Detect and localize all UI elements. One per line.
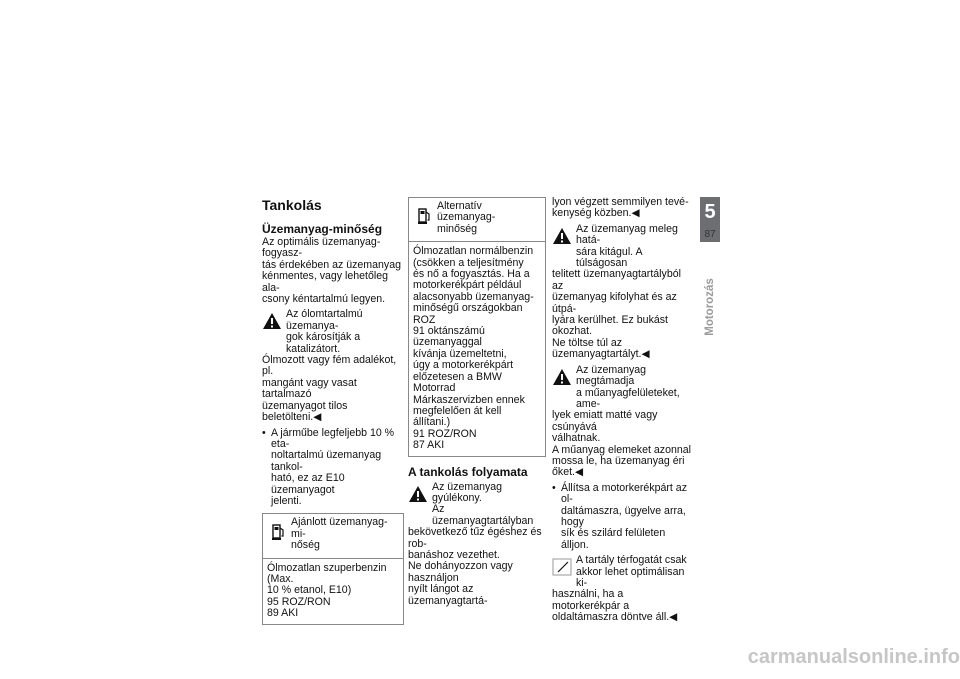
box-body [409,242,545,455]
warning-triangle-icon [408,485,428,503]
box-line: 91 ROZ/RON [413,427,477,440]
fuel-pump-icon [271,522,285,542]
box-line: alacsonyabb üzemanyag- [413,290,534,303]
box-line: motorkerékpárt például [413,279,522,292]
chapter-number: 5 [704,201,716,223]
warning-line: Az üzemanyag gyúlékony. [432,480,503,504]
note-line: A tartály térfogatát csak [576,554,687,567]
intro-line: kénmentes, vagy lehetőleg ala- [262,270,389,294]
box-line: kívánja üzemeltetni, [413,347,507,360]
bullet-line: noltartalmú üzemanyag tankol- [271,449,382,473]
chapter-title-text: Motorozás [704,278,716,336]
warning-triangle-icon [552,227,572,245]
intro-paragraph [262,237,404,305]
warning-flammable [408,482,546,607]
box-header [263,514,403,558]
warning-line: üzemanyagot tilos beletölteni.◀ [262,399,348,424]
warning-triangle-icon [262,312,282,330]
warning-line: Ne töltse túl az [552,336,623,349]
alternative-fuel-box [408,197,546,457]
chapter-side-title [688,272,732,342]
box-line: Márkaszervizben ennek [413,393,525,406]
box-line: 91 oktánszámú üzemanyaggal [413,325,485,349]
box-line: 95 ROZ/RON [267,595,331,608]
warning-line: banáshoz vezethet. [408,548,500,561]
box-line: előzetesen a BMW Motorrad [413,370,502,395]
warning-line: mangánt vagy vasat tartalmazó [262,376,357,401]
box-line: megfelelően át kell állítani.) [413,404,502,429]
warning-expansion [552,224,692,361]
continued-line: kenység közben.◀ [552,207,640,220]
bullet-line: A járműbe legfeljebb 10 % eta- [271,426,395,450]
bullet-line: ható, ez az E10 üzemanyagot [271,472,345,496]
warning-line: sára kitágul. A túlságosan [576,245,642,270]
column-1 [262,197,404,625]
warning-line: a műanyagfelületeket, ame- [576,386,680,410]
box-line: (csökken a teljesítmény [413,256,524,269]
info-note-tank [552,555,692,623]
box-header-line: nőség [291,539,320,552]
warning-line: lyek emiatt matté vagy csúnyává [552,409,658,433]
warning-line: Ólmozott vagy fém adalékot, pl. [262,354,397,378]
box-header [409,198,545,242]
box-body [263,559,403,624]
warning-line: gok károsítják a katalizátort. [286,331,361,355]
box-header-line: Alternatív üzemanyag- [437,200,496,224]
bullet-line: Állítsa a motorkerékpárt az ol- [561,481,687,506]
recommended-fuel-box [262,513,404,624]
bullet-side-stand [552,483,692,551]
box-line: 89 AKI [267,607,299,620]
box-line: 87 AKI [413,439,445,452]
box-line: úgy a motorkerékpárt [413,359,514,372]
warning-triangle-icon [552,368,572,386]
bullet-line: sík és szilárd felületen álljon. [561,527,666,551]
warning-line: válhatnak. [552,432,601,445]
intro-line: tás érdekében az üzemanyag [262,258,401,271]
warning-line: A műanyag elemeket azonnal [552,443,691,456]
box-line: Ólmozatlan szuperbenzin (Max. [267,561,387,585]
bullet-line: daltámaszra, ügyelve arra, hogy [561,504,686,528]
box-line: Ólmozatlan normálbenzin [413,245,534,258]
box-line: 10 % etanol, E10) [267,584,352,597]
warning-line: Az üzemanyag meleg hatá- [576,222,678,247]
note-corner-icon [552,558,572,576]
box-header-line: minőség [437,222,478,235]
fuel-pump-icon [417,206,431,226]
warning-line: bekövetkező tűz égéshez és rob- [408,526,542,550]
intro-line: csony kéntartalmú legyen. [262,293,386,306]
note-line: oldaltámaszra döntve áll.◀ [552,611,678,624]
warning-line: mossa le, ha üzemanyag éri [552,454,685,467]
box-header-line: Ajánlott üzemanyag-mi- [291,516,388,540]
section-title-fuel-quality: Üzemanyag-minőség [262,222,383,236]
column-2 [408,197,546,607]
warning-line: Az ólomtartalmú üzemanya- [286,308,363,332]
bullet-line: jelenti. [271,494,302,507]
warning-line: telitett üzemanyagtartályból az [552,268,681,292]
warning-line: nyílt lángot az üzemanyagtartá- [408,583,488,607]
box-line: minőségű országokban ROZ [413,302,523,326]
warning-plastic [552,365,692,479]
intro-line: Az optimális üzemanyag-fogyasz- [262,236,381,260]
bullet-marker: • [262,426,266,439]
warning-line: őket.◀ [552,466,584,479]
section-title-refuelling: A tankolás folyamata [408,464,528,479]
watermark: carmanualsonline.info [747,646,960,668]
warning-line: Ne dohányozzon vagy használjon [408,560,513,584]
note-line: akkor lehet optimálisan ki- [576,565,685,589]
continued-line: lyon végzett semmilyen tevé- [552,196,689,208]
warning-line: üzemanyag kifolyhat és az útpá- [552,291,677,315]
warning-line: lyára kerülhet. Ez bukást okozhat. [552,314,668,338]
warning-lead-fuel [262,309,404,423]
bullet-marker: • [552,481,556,494]
column-3 [552,197,692,624]
bullet-ethanol [262,428,404,508]
warning-line: Az üzemanyagtartályban [432,503,534,527]
page-title: Tankolás [262,197,322,213]
note-line: használni, ha a motorkerékpár a [552,588,630,612]
page-number: 87 [704,229,716,240]
box-line: és nő a fogyasztás. Ha a [413,268,530,281]
continued-paragraph [552,197,692,220]
warning-line: üzemanyagtartályt.◀ [552,348,650,361]
warning-line: Az üzemanyag megtámadja [576,363,647,388]
